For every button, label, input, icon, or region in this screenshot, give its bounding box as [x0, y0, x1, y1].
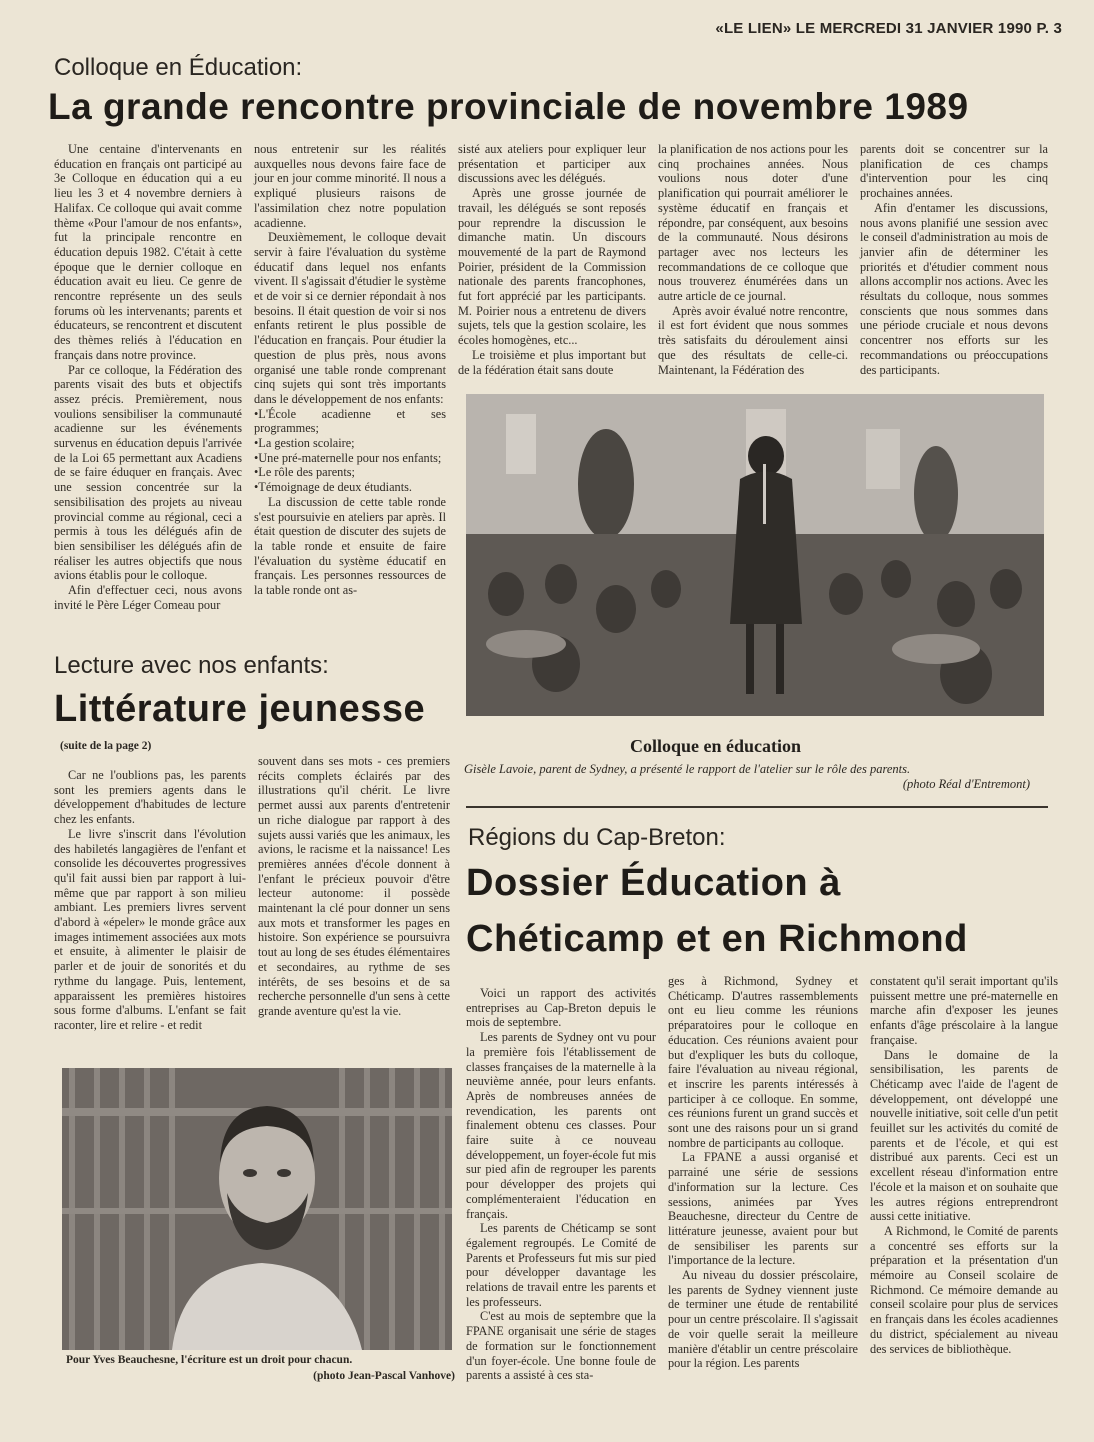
article3-headline-line2: Chéticamp et en Richmond: [466, 918, 968, 960]
paragraph: A Richmond, le Comité de parents a concentré ses efforts sur la préparation et la présentation d'un mémoire au Conseil scolaire de Richmond. Ce mémoire demande au conseil scolaire pour plus de services en français dans les écoles acadiennes du district, spécialement au niveau des services de bibliothèque.: [870, 1223, 1058, 1356]
article3-kicker: Régions du Cap-Breton:: [468, 824, 726, 851]
section-divider: [466, 806, 1048, 808]
article3-col1: [466, 986, 656, 1383]
paragraph: nous entretenir sur les réalités auxquelles nous devons faire face de jour en jour comme minorité. Il nous a expliqué plusieurs raisons de l'assimilation chez notre population acadienne.: [254, 142, 446, 230]
paragraph: La discussion de cette table ronde s'est poursuivie en ateliers par après. Il était question de discuter des sujets de la table ronde et ensuite de faire l'évaluation du système éducatif en français. Les personnes ressources de la table ronde ont as-: [254, 494, 446, 598]
paragraph: Afin d'effectuer ceci, nous avons invité le Père Léger Comeau pour: [54, 583, 242, 612]
paragraph: Car ne l'oublions pas, les parents sont les premiers agents dans le développement d'habitudes de lecture chez les enfants.: [54, 768, 246, 827]
paragraph: Une centaine d'intervenants en éducation en français ont participé au 3e Colloque en éducation qui a eu lieu les 3 et 4 novembre derniers à Halifax. Ce colloque qui avait comme thème «Pour l'amour de nos enfants», fut la principale rencontre en éducation depuis 1982. C'était à cette époque que le dernier colloque en éducation avait eu lieu. Ce genre de rencontre représente un des seuls forums où les intervenants; parents et éducateurs, se rencontrent et discutent des thèmes reliés à l'éducation en français dans notre province.: [54, 142, 242, 362]
article2-continued: (suite de la page 2): [60, 740, 152, 752]
list-item: •Le rôle des parents;: [254, 465, 355, 480]
article1-col4: [658, 142, 848, 377]
article1-col3: [458, 142, 646, 377]
paragraph: la planification de nos actions pour les cinq prochaines années. Nous voulions nous doter d'une planification qui pourrait améliorer le système éducatif en français et répondre, par conséquent, aux besoins de la communauté. Nous désirons partager avec nos lecteurs les recommandations de ce colloque que nous trouverez énumérées dans un autre article de ce journal.: [658, 142, 848, 304]
paragraph: ges à Richmond, Sydney et Chéticamp. D'autres rassemblements ont eu lieu comme les réunions préparatoires pour le colloque en éducation. Ces réunions avaient pour but d'expliquer les buts du colloque, faire l'évaluation au niveau régional, et inscrire les parents intéressés à participer à ce colloque. En somme, ces réunions furent un grand succès et sont une des raisons pour un si grand nombre de participants au colloque.: [668, 974, 858, 1150]
article2-kicker: Lecture avec nos enfants:: [54, 652, 329, 679]
paragraph: Le livre s'inscrit dans l'évolution des habiletés langagières de l'enfant et consolide les découvertes progressives qu'il fait aussi bien par rapport à lui-même que par rapport à son milieu ambiant. Les premiers livres servent d'abord à «épeler» le monde grâce aux images intimement associées aux mots et ensuite, à alimenter le plaisir de parler et de jouir de sonorités et du rythme du langage. Puis, lentement, apparaissent les premières histoires sous forme d'albums. L'enfant se fait raconter, lire et relire - et redit: [54, 826, 246, 1032]
beauchesne-photo: [62, 1068, 452, 1350]
paragraph: sisté aux ateliers pour expliquer leur présentation et participer aux discussions avec les délégués.: [458, 142, 646, 186]
article2-col1: [54, 768, 246, 1033]
paragraph: Après avoir évalué notre rencontre, il est fort évident que nous sommes très satisfaits du déroulement ainsi que des résultats de celle-ci. Maintenant, la Fédération des: [658, 303, 848, 377]
paragraph: Deuxièmement, le colloque devait servir à faire l'évaluation du système éducatif dans lequel nos enfants vivent. Il s'agissait d'étudier le système et de voir si ce dernier répondait à nos besoins. Il était question de voir si nos enfants retirent le plus possible de l'éducation en français. Pour étudier la question de plus près, nous avons organisé une table ronde comprenant cinq sujets qui sont très importants dans le développement de nos enfants:: [254, 230, 446, 406]
beauchesne-photo-image: [62, 1068, 452, 1350]
paragraph: parents doit se concentrer sur la planification de ces champs d'intervention pour les cinq prochaines années.: [860, 142, 1048, 201]
article1-kicker: Colloque en Éducation:: [54, 54, 303, 81]
paragraph: Afin d'entamer les discussions, nous avons planifié une session avec le conseil d'administration au mois de janvier afin de déterminer les priorités et d'étudier comment nous allons accomplir nos actions. Avec les résultats du colloque, nous sommes conscients que nous sommes dans une période cruciale et nous devons concentrer nos efforts sur les recommandations ou préoccupations des participants.: [860, 200, 1048, 377]
paragraph: constatent qu'il serait important qu'ils puissent mettre une pré-maternelle en marche afin d'exposer les jeunes enfants d'âge préscolaire à la langue française.: [870, 974, 1058, 1047]
colloque-photo-credit: (photo Réal d'Entremont): [902, 777, 1030, 791]
paragraph: Par ce colloque, la Fédération des parents visait des buts et objectifs assez précis. Premièrement, nous voulions sensibiliser la communauté acadienne sur les événements survenus en éducation depuis l'arrivée de la Loi 65 permettant aux Acadiens de se faire éduquer en français. Avec une session concentrée sur la sensibilisation des projets au niveau provincial comme au régional, ceci a permis à tous les délégués afin de bien sensibiliser les délégués afin de réaliser les autres objectifs que nous avions établis pour le colloque.: [54, 362, 242, 583]
running-head: «LE LIEN» LE MERCREDI 31 JANVIER 1990 P. 3: [715, 20, 1062, 37]
article3-headline-line1: Dossier Éducation à: [466, 862, 841, 904]
colloque-caption-title: Colloque en éducation: [630, 736, 802, 756]
paragraph: Voici un rapport des activités entreprises au Cap-Breton depuis le mois de septembre.: [466, 986, 656, 1030]
paragraph: Après une grosse journée de travail, les délégués se sont reposés pour reprendre la discussion le dimanche matin. Un discours mouvementé de la part de Raymond Poirier, président de la Commission nationale des parents francophones, fut fort apprécié par les participants. M. Poirier nous a entretenu de divers sujets, tels que la gestion scolaire, les écoles homogènes, etc...: [458, 186, 646, 348]
list-item: •Témoignage de deux étudiants.: [254, 480, 412, 495]
article2-headline: Littérature jeunesse: [54, 688, 426, 730]
beauchesne-caption: Pour Yves Beauchesne, l'écriture est un droit pour chacun.: [66, 1354, 353, 1366]
list-item: •Une pré-maternelle pour nos enfants;: [254, 450, 442, 465]
paragraph: C'est au mois de septembre que la FPANE organisait une série de stages de formation sur le fonctionnement d'un foyer-école. Une bonne foule de parents a assisté à ces sta-: [466, 1309, 656, 1383]
article3-col2: [668, 974, 858, 1371]
paragraph: Les parents de Sydney ont vu pour la première fois l'établissement de classes françaises de la maternelle à la neuvième année, pour leurs enfants. Après de nombreuses années de revendication, les parents ont finalement obtenu ces classes. Pour faire suite à ce nouveau développement, un foyer-école fut mis sur pied afin de regrouper les parents pour développer des projets qui complémenteraient l'éducation en français.: [466, 1030, 656, 1221]
article3-col3: [870, 974, 1058, 1356]
colloque-photo: [466, 394, 1044, 716]
paragraph: souvent dans ses mots - ces premiers récits complets éclairés par des illustrations qu'il chérit. Le livre permet aussi aux parents d'entretenir un riche dialogue par rapport à des sujets aussi variés que les animaux, les avions, le racisme et la naissance! Les premières années d'école donnent à l'enfant le précieux pouvoir d'être lecteur autonome: il possède maintenant la clé pour donner un sens aux mots et transformer les pages en histoire. Son expérience se poursuivra tout au long de ses études élémentaires et secondaires, au rythme de ses intérêts, de ses besoins et de sa recherche personnelle d'un sens à cette grande aventure qu'est la vie.: [258, 754, 450, 1018]
paragraph: Le troisième et plus important but de la fédération était sans doute: [458, 347, 646, 377]
article1-col2: [254, 142, 446, 598]
list-item: •L'École acadienne et ses programmes;: [254, 406, 446, 436]
colloque-photo-image: [466, 394, 1044, 716]
article1-col1: [54, 142, 242, 613]
list-item: •La gestion scolaire;: [254, 436, 355, 451]
paragraph: Les parents de Chéticamp se sont également regroupés. Le Comité de Parents et Professeurs fut mis sur pied pour développer davantage les relations de travail entre les parents et les professeurs.: [466, 1221, 656, 1309]
article1-col5: [860, 142, 1048, 377]
beauchesne-photo-credit: (photo Jean-Pascal Vanhove): [313, 1370, 455, 1382]
paragraph: Dans le domaine de la sensibilisation, les parents de Chéticamp avec l'aide de l'agent de développement, ont développé une nouvelle initiative, soit celle d'un petit feuillet sur les activités du comité de parents et de l'école, et qui est distribué aux parents. Ceci est un excellent réseau d'information entre l'école et la maison et on souhaite que les autres régions entreprendront aussi cette initiative.: [870, 1047, 1058, 1224]
paragraph: Au niveau du dossier préscolaire, les parents de Sydney viennent juste de terminer une étude de rentabilité pour un centre préscolaire. Il s'agissait de voir quelle serait la meilleure manière d'établir un centre préscolaire pour la région. Les parents: [668, 1268, 858, 1371]
article2-col2: [258, 754, 450, 1019]
colloque-caption-text: Gisèle Lavoie, parent de Sydney, a présenté le rapport de l'atelier sur le rôle des parents.: [464, 762, 911, 776]
article1-headline: La grande rencontre provinciale de novembre 1989: [48, 86, 969, 127]
paragraph: La FPANE a aussi organisé et parrainé une série de sessions d'information sur la lecture. Ces sessions, animées par Yves Beauchesne, directeur du Centre de littérature jeunesse, avaient pour but de sensibiliser les parents sur l'importance de la lecture.: [668, 1150, 858, 1268]
